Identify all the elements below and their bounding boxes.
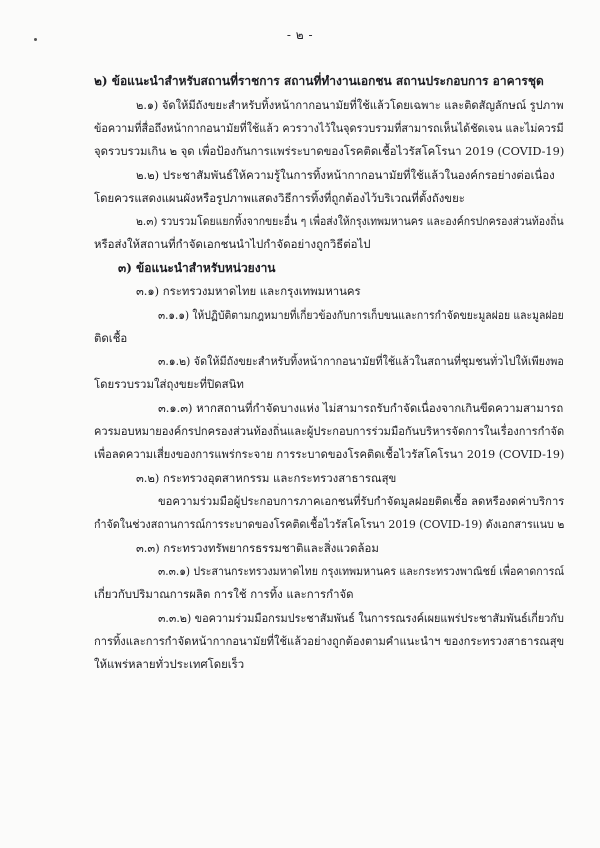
paragraph-line: เพื่อลดความเสี่ยงของการแพร่กระจาย การระบาดของโรคติดเชื้อไวรัสโคโรนา 2019 (COVID-19) bbox=[94, 447, 565, 461]
paragraph-line: ๓.๑.๓) หากสถานที่กำจัดบางแห่ง ไม่สามารถรับกำจัดเนื่องจากเกินขีดความสามารถ bbox=[158, 401, 564, 415]
page-number: - ๒ - bbox=[286, 28, 314, 42]
paragraph-line: การทิ้งและการกำจัดหน้ากากอนามัยที่ใช้แล้วอย่างถูกต้องตามคำแนะนำฯ ของกระทรวงสาธารณสุข bbox=[94, 634, 565, 648]
paragraph-line: ขอความร่วมมือผู้ประกอบการภาคเอกชนที่รับกำจัดมูลฝอยติดเชื้อ ลดหรืองดค่าบริการ bbox=[158, 494, 565, 508]
paragraph-line: ๒.๓) รวบรวมโดยแยกทิ้งจากขยะอื่น ๆ เพื่อส่งให้กรุงเทพมหานคร และองค์กรปกครองส่วนท้องถิ่น bbox=[136, 214, 564, 228]
paragraph-line: ๓.๑.๑) ให้ปฏิบัติตามกฎหมายที่เกี่ยวข้องกับการเก็บขนและการกำจัดขยะมูลฝอย และมูลฝอย bbox=[158, 308, 564, 322]
paragraph-line: กำจัดในช่วงสถานการณ์การระบาดของโรคติดเชื้อไวรัสโคโรนา 2019 (COVID-19) ดังเอกสารแนบ ๒ bbox=[94, 517, 565, 531]
subsection-heading: ๓.๒) กระทรวงอุตสาหกรรม และกระทรวงสาธารณสุข bbox=[136, 471, 397, 485]
paragraph-line: ติดเชื้อ bbox=[94, 331, 128, 345]
paragraph-line: โดยควรแสดงแผนผังหรือรูปภาพแสดงวิธีการทิ้งที่ถูกต้องไว้บริเวณที่ตั้งถังขยะ bbox=[94, 191, 465, 205]
paragraph-line: ๓.๓.๑) ประสานกระทรวงมหาดไทย กรุงเทพมหานคร และกระทรวงพาณิชย์ เพื่อคาดการณ์ bbox=[158, 564, 565, 578]
section-3-heading: ๓) ข้อแนะนำสำหรับหน่วยงาน bbox=[118, 261, 276, 275]
paragraph-line: โดยรวบรวมใส่ถุงขยะที่ปิดสนิท bbox=[94, 377, 244, 391]
paragraph-line: จุดรวบรวมเกิน ๒ จุด เพื่อป้องกันการแพร่ระบาดของโรคติดเชื้อไวรัสโคโรนา 2019 (COVID-19) bbox=[94, 144, 565, 158]
paragraph-line: ๒.๑) จัดให้มีถังขยะสำหรับทิ้งหน้ากากอนามัยที่ใช้แล้วโดยเฉพาะ และติดสัญลักษณ์ รูปภาพ bbox=[136, 98, 564, 112]
paragraph-line: ข้อความที่สื่อถึงหน้ากากอนามัยที่ใช้แล้ว ควรวางไว้ในจุดรวบรวมที่สามารถเห็นได้ชัดเจน และไม่ควรมี bbox=[94, 121, 564, 135]
paragraph-line: ๓.๓.๒) ขอความร่วมมือกรมประชาสัมพันธ์ ในการรณรงค์เผยแพร่ประชาสัมพันธ์เกี่ยวกับ bbox=[158, 611, 564, 625]
subsection-heading: ๓.๓) กระทรวงทรัพยากรธรรมชาติและสิ่งแวดล้อม bbox=[136, 541, 379, 555]
paragraph-line: ให้แพร่หลายทั่วประเทศโดยเร็ว bbox=[94, 657, 245, 671]
paragraph-line: ๓.๑.๒) จัดให้มีถังขยะสำหรับทิ้งหน้ากากอนามัยที่ใช้แล้วในสถานที่ชุมชนทั่วไปให้เพียงพอ bbox=[158, 354, 564, 368]
paragraph-line: ๒.๒) ประชาสัมพันธ์ให้ความรู้ในการทิ้งหน้ากากอนามัยที่ใช้แล้วในองค์กรอย่างต่อเนื่อง bbox=[136, 168, 555, 182]
subsection-heading: ๓.๑) กระทรวงมหาดไทย และกรุงเทพมหานคร bbox=[136, 284, 361, 298]
paragraph-line: หรือส่งให้สถานที่กำจัดเอกชนนำไปกำจัดอย่างถูกวิธีต่อไป bbox=[94, 237, 371, 251]
paragraph-line: เกี่ยวกับปริมาณการผลิต การใช้ การทิ้ง และการกำจัด bbox=[94, 587, 354, 601]
section-2-heading: ๒) ข้อแนะนำสำหรับสถานที่ราชการ สถานที่ทำงานเอกชน สถานประกอบการ อาคารชุด bbox=[94, 74, 544, 88]
paragraph-line: ควรมอบหมายองค์กรปกครองส่วนท้องถิ่นและผู้ประกอบการร่วมมือกันบริหารจัดการในเรื่องการกำจัด bbox=[94, 424, 565, 438]
